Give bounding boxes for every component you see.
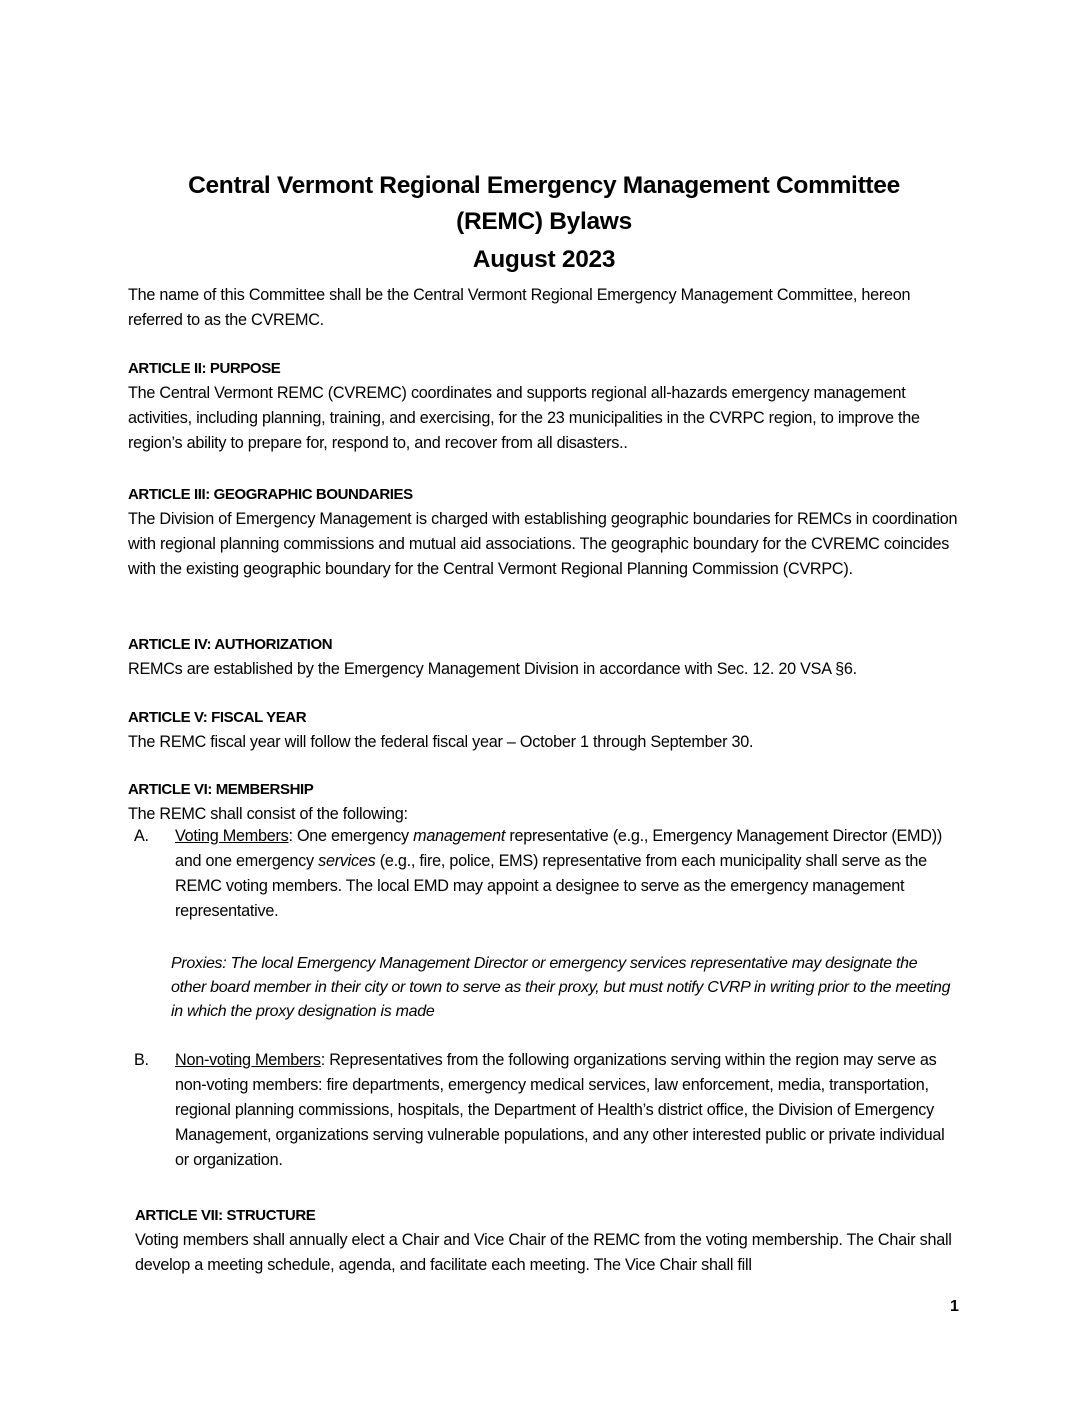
emphasis-text: services [318,852,376,870]
article-fiscal-year [128,705,958,755]
article-geographic-boundaries [128,482,958,582]
article-heading: ARTICLE II: PURPOSE [128,360,281,377]
article-body: REMCs are established by the Emergency Management Division in accordance with Sec. 12. 20 VSA §6. [128,660,857,678]
article-membership [128,777,958,827]
article-body: The Central Vermont REMC (CVREMC) coordinates and supports regional all-hazards emergency management activities, including planning, training, and exercising, for the 23 municipalities in the CVRPC region, to improve the region’s ability to prepare for, respond to, and recover from all disasters.. [128,384,920,452]
emphasis-text: management [413,827,506,845]
page-number: 1 [950,1298,959,1315]
list-text: : Representatives from the following organizations serving within the region may serve as non-voting members: fire departments, emergency medical services, law enforcement, media, transportation, regional planning commissions, hospitals, the Department of Health’s district office, the Division of Emergency Management, organizations serving vulnerable populations, and any other interested public or private individual or organization. [175,1051,945,1169]
document-title-line-1: Central Vermont Regional Emergency Management Committee [188,172,900,199]
intro-paragraph [128,283,958,333]
article-body: The REMC fiscal year will follow the federal fiscal year – October 1 through September 30. [128,733,754,751]
article-heading: ARTICLE VII: STRUCTURE [135,1207,316,1224]
membership-item-voting [134,824,954,924]
article-authorization [128,632,958,682]
article-structure [135,1203,965,1278]
article-body: Voting members shall annually elect a Chair and Vice Chair of the REMC from the voting membership. The Chair shall develop a meeting schedule, agenda, and facilitate each meeting. The Vice Chair shall fill [135,1231,952,1274]
article-purpose [128,356,958,456]
intro-text: The name of this Committee shall be the Central Vermont Regional Emergency Management Committee, hereon referred to as the CVREMC. [128,286,911,329]
list-letter: A. [134,827,149,845]
article-heading: ARTICLE VI: MEMBERSHIP [128,781,314,798]
list-text: (e.g., fire, police, EMS) representative from each municipality shall serve as the REMC voting members. The local EMD may appoint a designee to serve as the emergency management representative. [175,852,927,920]
voting-members-label: Voting Members [175,827,289,845]
non-voting-members-label: Non-voting Members [175,1051,321,1069]
list-text: representative (e.g., Emergency Management Director (EMD)) and one emergency [175,827,943,870]
article-heading: ARTICLE IV: AUTHORIZATION [128,636,333,653]
proxies-note: Proxies: The local Emergency Management Director or emergency services representative may designate the other board member in their city or town to serve as their proxy, but must notify CVRP in writing prior to the meeting in which the proxy designation is made [171,955,951,1020]
list-body [175,1048,954,1173]
membership-item-non-voting [134,1048,954,1173]
article-body: The REMC shall consist of the following: [128,805,408,823]
document-title-line-2: (REMC) Bylaws [456,208,632,235]
article-heading: ARTICLE III: GEOGRAPHIC BOUNDARIES [128,486,413,503]
article-heading: ARTICLE V: FISCAL YEAR [128,709,307,726]
document-date: August 2023 [472,246,616,273]
list-body [175,824,954,924]
list-text: : One emergency [288,827,414,845]
list-letter: B. [134,1051,149,1069]
article-body: The Division of Emergency Management is charged with establishing geographic boundaries for REMCs in coordination with regional planning commissions and mutual aid associations. The geographic boundary for the CVREMC coincides with the existing geographic boundary for the Central Vermont Regional Planning Commission (CVRPC). [128,510,958,578]
